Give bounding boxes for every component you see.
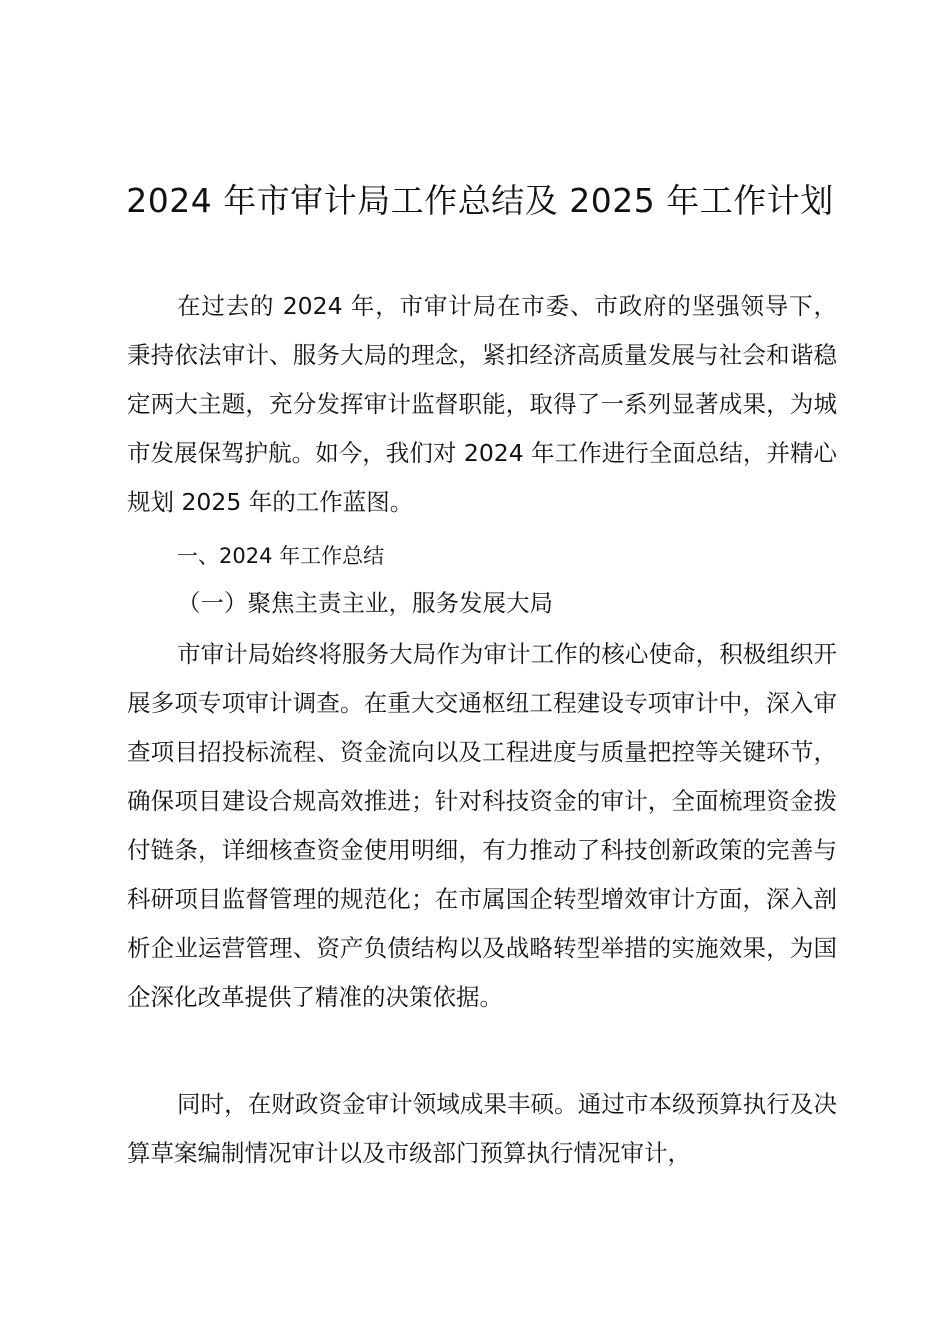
body-paragraph: 市审计局始终将服务大局作为审计工作的核心使命，积极组织开展多项专项审计调查。在重大交通枢纽工程建设专项审计中，深入审查项目招投标流程、资金流向以及工程进度与质量把控等关键环节，确保项目建设合规高效推进；针对科技资金的审计，全面梳理资金拨付链条，详细核查资金使用明细，有力推动了科技创新政策的完善与科研项目监督管理的规范化；在市属国企转型增效审计方面，深入剖析企业运营管理、资产负债结构以及战略转型举措的实施效果，为国企深化改革提供了精准的决策依据。 [127, 640, 837, 1011]
subsection-heading: （一）聚焦主责主业，服务发展大局 [177, 589, 553, 617]
body-paragraph: 同时，在财政资金审计领域成果丰硕。通过市本级预算执行及决算草案编制情况审计以及市级部门预算执行情况审计， [127, 1090, 837, 1167]
section-heading: 一、2024 年工作总结 [177, 544, 385, 568]
intro-paragraph: 在过去的 2024 年，市审计局在市委、市政府的坚强领导下，秉持依法审计、服务大局的理念，紧扣经济高质量发展与社会和谐稳定两大主题，充分发挥审计监督职能，取得了一系列显著成果，为城市发展保驾护航。如今，我们对 2024 年工作进行全面总结，并精心规划 2025 年的工作蓝图。 [127, 292, 837, 516]
document-title: 2024 年市审计局工作总结及 2025 年工作计划 [126, 181, 834, 220]
